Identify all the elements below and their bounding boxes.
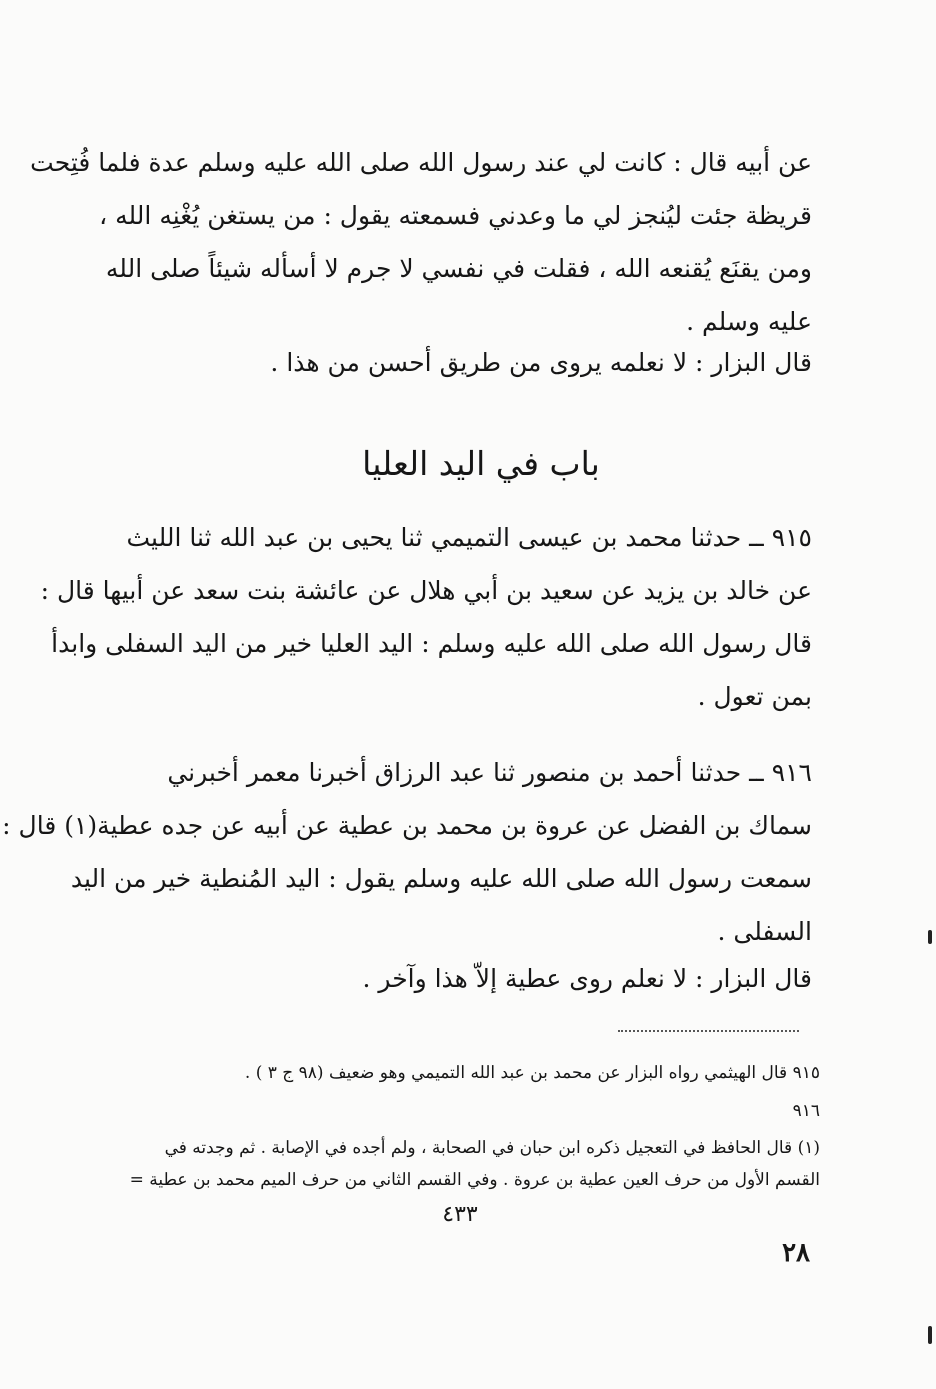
text-line: ٩١٦ ــ حدثنا أحمد بن منصور ثنا عبد الرزاق أخبرنا معمر أخبرني xyxy=(167,758,812,787)
text-line: عليه وسلم . xyxy=(686,307,812,336)
paragraph-bazzar-comment-1 xyxy=(150,336,812,389)
signature-number: ٢٨ xyxy=(782,1238,810,1268)
text-line: سمعت رسول الله صلى الله عليه وسلم يقول : اليد المُنطية خير من اليد xyxy=(70,864,812,893)
footnote-line: (١) قال الحافظ في التعجيل ذكره ابن حبان في الصحابة ، ولم أجده في الإصابة . ثم وجدته في xyxy=(164,1138,820,1158)
text-line: عن خالد بن يزيد عن سعيد بن أبي هلال عن عائشة بنت سعد عن أبيها قال : xyxy=(40,576,812,605)
text-line: بمن تعول . xyxy=(697,682,812,711)
scan-speck xyxy=(928,930,932,944)
hadith-915 xyxy=(40,511,812,723)
text-line: ٩١٥ ــ حدثنا محمد بن عيسى التميمي ثنا يحيى بن عبد الله ثنا الليث xyxy=(126,523,812,552)
text-line: ومن يقنَع يُقنعه الله ، فقلت في نفسي لا جرم لا أسأله شيئاً صلى الله xyxy=(105,254,812,283)
text-line: عن أبيه قال : كانت لي عند رسول الله صلى الله عليه وسلم عدة فلما فُتِحت xyxy=(30,148,812,177)
scan-speck xyxy=(928,1326,932,1344)
footnote-915: ٩١٥ قال الهيثمي رواه البزار عن محمد بن عبد الله التميمي وهو ضعيف (٩٨ ج ٣ ) . xyxy=(244,1063,820,1083)
text-line: قريظة جئت ليُنجز لي ما وعدني فسمعته يقول : من يستغن يُغْنِه الله ، xyxy=(99,201,812,230)
footnote-separator xyxy=(618,1030,799,1032)
footnote-916: ٩١٦ xyxy=(792,1101,820,1121)
hadith-916 xyxy=(2,746,812,958)
text-line: قال البزار : لا نعلمه يروى من طريق أحسن من هذا . xyxy=(270,348,812,377)
text-line: سماك بن الفضل عن عروة بن محمد بن عطية عن أبيه عن جده عطية(١) قال : xyxy=(2,811,812,840)
footnote-1 xyxy=(120,1132,820,1196)
page-number: ٤٣٣ xyxy=(442,1202,478,1227)
paragraph-bazzar-comment-2 xyxy=(150,952,812,1005)
text-line: قال رسول الله صلى الله عليه وسلم : اليد العليا خير من اليد السفلى وابدأ xyxy=(51,629,812,658)
paragraph-continuation xyxy=(30,136,812,348)
footnote-line: القسم الأول من حرف العين عطية بن عروة . وفي القسم الثاني من حرف الميم محمد بن عطية = xyxy=(129,1170,820,1190)
text-line: السفلى . xyxy=(717,917,812,946)
chapter-heading: باب في اليد العليا xyxy=(362,444,600,483)
text-line: قال البزار : لا نعلم روى عطية إلاّ هذا وآخر . xyxy=(362,964,812,993)
